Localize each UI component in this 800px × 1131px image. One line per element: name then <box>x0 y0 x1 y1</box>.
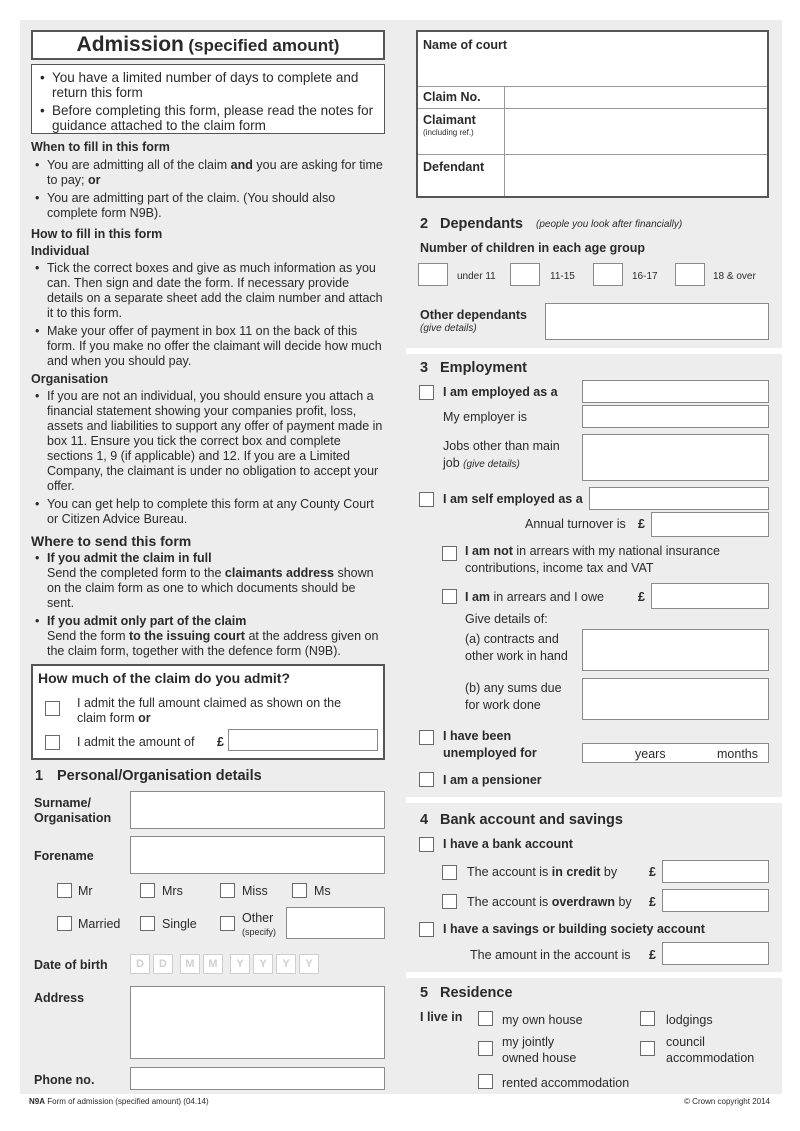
council-label-2: accommodation <box>666 1051 755 1065</box>
children-under-11-label: under 11 <box>457 271 496 282</box>
section-divider <box>406 972 782 978</box>
in-credit-field[interactable] <box>662 860 769 883</box>
single-label: Single <box>162 917 197 931</box>
children-under-11-field[interactable] <box>418 263 448 286</box>
self-employed-label: I am self employed as a <box>443 492 583 506</box>
overdrawn-field[interactable] <box>662 889 769 912</box>
dob-digit[interactable]: M <box>203 954 223 974</box>
section-3-number: 3 <box>420 360 429 376</box>
section-5-heading: Residence <box>440 985 513 1001</box>
other-status-specify: (specify) <box>242 927 277 937</box>
when-section <box>31 140 386 662</box>
employer-field[interactable] <box>582 405 769 428</box>
overdrawn-currency: £ <box>649 895 656 909</box>
children-label: Number of children in each age group <box>420 241 646 255</box>
dob-digit[interactable]: Y <box>299 954 319 974</box>
savings-checkbox[interactable] <box>419 922 434 937</box>
form-subtitle: (specified amount) <box>188 36 340 55</box>
title-ms-checkbox[interactable] <box>292 883 307 898</box>
when-item: • You are admitting part of the claim. (You should also complete form N9B). <box>31 191 386 221</box>
not-arrears-label: I am not in arrears with my national insurance <box>465 544 720 558</box>
arrears-label: I am in arrears and I owe <box>465 590 604 604</box>
children-18-over-label: 18 & over <box>713 271 756 282</box>
other-dependants-label: Other dependants <box>420 308 527 322</box>
give-details-label: Give details of: <box>465 612 548 626</box>
intro-item: • You have a limited number of days to complete and return this form <box>36 70 380 100</box>
savings-amount-field[interactable] <box>662 942 769 965</box>
title-mr-label: Mr <box>78 884 93 898</box>
form-title: Admission <box>76 33 184 56</box>
section-divider <box>406 797 782 803</box>
individual-item: • Tick the correct boxes and give as much information as you can. Then sign and date the form. If necessary provide details on a separate sheet add the claim number and attach it to this form. <box>31 261 386 321</box>
claimant-note: (including ref.) <box>423 128 474 137</box>
married-checkbox[interactable] <box>57 916 72 931</box>
title-miss-label: Miss <box>242 884 268 898</box>
dob-digit[interactable]: Y <box>253 954 273 974</box>
individual-item: • Make your offer of payment in box 11 on the back of this form. If you make no offer the claimant will decide how much and when you should pay. <box>31 324 386 369</box>
children-16-17-field[interactable] <box>593 263 623 286</box>
admit-amount-field[interactable] <box>228 729 378 751</box>
jointly-owned-checkbox[interactable] <box>478 1041 493 1056</box>
married-label: Married <box>78 917 121 931</box>
claimant-field[interactable] <box>505 109 767 154</box>
claim-no-field[interactable] <box>505 87 767 108</box>
in-credit-currency: £ <box>649 865 656 879</box>
right-column <box>406 20 782 1092</box>
lodgings-label: lodgings <box>666 1013 713 1027</box>
contracts-label: (a) contracts and <box>465 632 559 646</box>
title-mrs-label: Mrs <box>162 884 183 898</box>
address-field[interactable] <box>130 986 385 1059</box>
admit-amount-currency: £ <box>217 735 224 749</box>
rented-checkbox[interactable] <box>478 1074 493 1089</box>
contracts-field[interactable] <box>582 629 769 671</box>
employer-label: My employer is <box>443 410 528 424</box>
other-dependants-note: (give details) <box>420 323 477 334</box>
other-status-checkbox[interactable] <box>220 916 235 931</box>
arrears-currency: £ <box>638 590 645 604</box>
arrears-amount-field[interactable] <box>651 583 769 609</box>
not-arrears-label-2: contributions, income tax and VAT <box>465 561 654 575</box>
children-18-over-field[interactable] <box>675 263 705 286</box>
unemployed-label-2: unemployed for <box>443 746 537 760</box>
in-credit-label: The account is in credit by <box>467 865 618 879</box>
dob-digit[interactable]: D <box>130 954 150 974</box>
months-label: months <box>717 747 758 761</box>
self-employed-checkbox[interactable] <box>419 492 434 507</box>
section-4-number: 4 <box>420 812 429 828</box>
individual-heading: Individual <box>31 244 90 258</box>
children-11-15-label: 11-15 <box>550 271 575 282</box>
own-house-checkbox[interactable] <box>478 1011 493 1026</box>
turnover-field[interactable] <box>651 512 769 537</box>
admit-full-label: I admit the full amount claimed as shown on the claim form or <box>77 696 342 725</box>
how-much-heading: How much of the claim do you admit? <box>38 670 291 686</box>
claim-no-label: Claim No. <box>423 90 481 104</box>
court-name-label: Name of court <box>423 38 508 52</box>
sums-due-field[interactable] <box>582 678 769 720</box>
employed-checkbox[interactable] <box>419 385 434 400</box>
turnover-currency: £ <box>638 517 645 531</box>
own-house-label: my own house <box>502 1013 583 1027</box>
other-jobs-label-2: job (give details) <box>443 456 520 470</box>
defendant-label: Defendant <box>423 160 485 174</box>
sums-due-label-2: for work done <box>465 698 541 712</box>
section-2-heading: Dependants <box>440 216 523 232</box>
how-heading: How to fill in this form <box>31 227 163 241</box>
admit-full-checkbox[interactable] <box>45 701 60 716</box>
other-jobs-field[interactable] <box>582 434 769 481</box>
footer-copyright: © Crown copyright 2014 <box>684 1097 770 1106</box>
self-employed-as-field[interactable] <box>589 487 769 510</box>
dob-digit[interactable]: D <box>153 954 173 974</box>
arrears-checkbox[interactable] <box>442 589 457 604</box>
how-much-box <box>31 664 385 760</box>
pensioner-checkbox[interactable] <box>419 772 434 787</box>
dob-digit[interactable]: M <box>180 954 200 974</box>
forename-label: Forename <box>34 849 94 863</box>
council-checkbox[interactable] <box>640 1041 655 1056</box>
section-3-heading: Employment <box>440 360 528 376</box>
section-4-heading: Bank account and savings <box>440 812 623 828</box>
where-heading: Where to send this form <box>31 533 192 549</box>
phone-label: Phone no. <box>34 1073 95 1087</box>
title-mrs-checkbox[interactable] <box>140 883 155 898</box>
not-arrears-checkbox[interactable] <box>442 546 457 561</box>
surname-label: Surname/ Organisation <box>34 796 112 825</box>
children-16-17-label: 16-17 <box>632 271 658 282</box>
live-in-label: I live in <box>420 1010 463 1024</box>
other-status-label: Other <box>242 911 274 925</box>
defendant-field[interactable] <box>505 155 767 196</box>
jointly-owned-label: my jointly <box>502 1035 555 1049</box>
section-divider <box>406 348 782 354</box>
title-mr-checkbox[interactable] <box>57 883 72 898</box>
organisation-heading: Organisation <box>31 372 109 386</box>
unemployed-label: I have been <box>443 729 512 743</box>
dob-digit[interactable]: Y <box>276 954 296 974</box>
bank-account-label: I have a bank account <box>443 837 573 851</box>
section-1-heading: Personal/Organisation details <box>57 768 262 784</box>
court-details-box <box>416 30 769 198</box>
admit-amount-checkbox[interactable] <box>45 735 60 750</box>
section-2-number: 2 <box>420 216 429 232</box>
dob-digit[interactable]: Y <box>230 954 250 974</box>
turnover-label: Annual turnover is <box>525 517 626 531</box>
other-dependants-field[interactable] <box>545 303 769 340</box>
contracts-label-2: other work in hand <box>465 649 568 663</box>
footer <box>20 1094 782 1110</box>
intro-box <box>31 64 385 134</box>
employed-as-field[interactable] <box>582 380 769 403</box>
form-page <box>20 20 782 1110</box>
phone-field[interactable] <box>130 1067 385 1090</box>
intro-item: • Before completing this form, please read the notes for guidance attached to the claim form <box>36 103 380 133</box>
section-5-number: 5 <box>420 985 429 1001</box>
surname-field[interactable] <box>130 791 385 829</box>
address-label: Address <box>34 991 85 1005</box>
savings-amount-label: The amount in the account is <box>470 948 631 962</box>
overdrawn-label: The account is overdrawn by <box>467 895 632 909</box>
other-status-field[interactable] <box>286 907 385 939</box>
lodgings-checkbox[interactable] <box>640 1011 655 1026</box>
in-credit-checkbox[interactable] <box>442 865 457 880</box>
pensioner-label: I am a pensioner <box>443 773 542 787</box>
employed-label: I am employed as a <box>443 385 558 399</box>
left-column <box>20 20 392 1092</box>
title-miss-checkbox[interactable] <box>220 883 235 898</box>
where-full-item: • If you admit the claim in full Send the completed form to the claimants address shown on the claim form as one to which documents should be sent. <box>31 551 386 611</box>
when-heading: When to fill in this form <box>31 140 170 154</box>
where-part-item: • If you admit only part of the claim Send the form to the issuing court at the address given on the claim form, together with the defence form (N9B). <box>31 614 386 659</box>
jointly-owned-label-2: owned house <box>502 1051 577 1065</box>
when-item: • You are admitting all of the claim and you are asking for time to pay; or <box>31 158 386 188</box>
years-label: years <box>635 747 666 761</box>
savings-label: I have a savings or building society account <box>443 922 705 936</box>
admit-amount-label: I admit the amount of <box>77 735 195 749</box>
unemployed-checkbox[interactable] <box>419 730 434 745</box>
savings-currency: £ <box>649 948 656 962</box>
other-jobs-label: Jobs other than main <box>443 439 560 453</box>
dob-label: Date of birth <box>34 958 108 972</box>
council-label: council <box>666 1035 705 1049</box>
claimant-label: Claimant <box>423 113 476 127</box>
bank-account-checkbox[interactable] <box>419 837 434 852</box>
children-11-15-field[interactable] <box>510 263 540 286</box>
forename-field[interactable] <box>130 836 385 874</box>
dob-field[interactable] <box>130 954 320 974</box>
sums-due-label: (b) any sums due <box>465 681 562 695</box>
admission-title-box <box>31 30 385 60</box>
section-1-number: 1 <box>35 768 44 784</box>
dependants-note: (people you look after financially) <box>536 219 683 230</box>
rented-label: rented accommodation <box>502 1076 630 1090</box>
single-checkbox[interactable] <box>140 916 155 931</box>
organisation-item: • If you are not an individual, you should ensure you attach a financial statement showing your companies profit, loss, assets and liabilities to support any offer of payment made in box 11. Ensure you tick the correct box and complete sections 1, 9 (if applicable) and 12. If you are a Limited Company, the claimant is under no obligation to accept your offer. <box>31 389 386 494</box>
organisation-item: • You can get help to complete this form at any County Court or Citizen Advice Bureau. <box>31 497 386 527</box>
footer-form-code: N9A Form of admission (specified amount) (04.14) <box>29 1097 209 1106</box>
overdrawn-checkbox[interactable] <box>442 894 457 909</box>
title-ms-label: Ms <box>314 884 331 898</box>
